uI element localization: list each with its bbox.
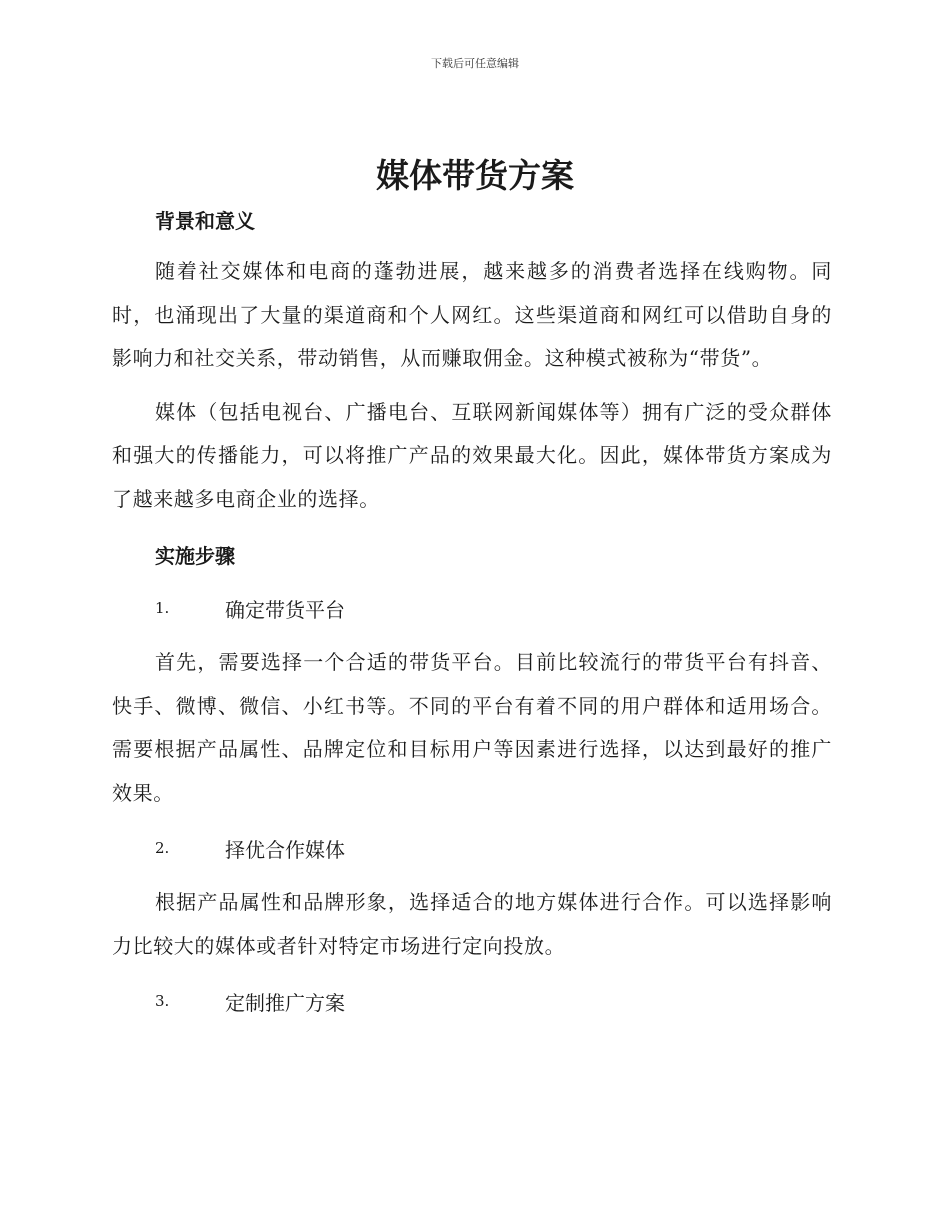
paragraph: 首先，需要选择一个合适的带货平台。目前比较流行的带货平台有抖音、快手、微博、微信、小红书等。不同的平台有着不同的用户群体和适用场合。需要根据产品属性、品牌定位和目标用户等因素进行选择，以达到最好的推广效果。 — [112, 650, 832, 805]
section-heading-background: 背景和意义 — [155, 209, 255, 233]
step-number: 2. — [155, 839, 170, 857]
step-label: 择优合作媒体 — [225, 837, 345, 862]
header-note: 下载后可任意编辑 — [431, 57, 519, 70]
paragraph: 根据产品属性和品牌形象，选择适合的地方媒体进行合作。可以选择影响力比较大的媒体或者针对特定市场进行定向投放。 — [112, 890, 832, 958]
step-item-1 — [112, 585, 832, 631]
document-body — [112, 202, 832, 1024]
paragraph: 媒体（包括电视台、广播电台、互联网新闻媒体等）拥有广泛的受众群体和强大的传播能力，可以将推广产品的效果最大化。因此，媒体带货方案成为了越来越多电商企业的选择。 — [112, 399, 832, 511]
step-number: 1. — [155, 599, 170, 617]
step-number: 3. — [155, 992, 170, 1010]
step-label: 确定带货平台 — [225, 597, 345, 622]
section-heading-steps: 实施步骤 — [155, 544, 235, 568]
paragraph: 随着社交媒体和电商的蓬勃进展，越来越多的消费者选择在线购物。同时，也涌现出了大量的渠道商和个人网红。这些渠道商和网红可以借助自身的影响力和社交关系，带动销售，从而赚取佣金。这种模式被称为“带货”。 — [112, 259, 832, 370]
step-item-3 — [112, 978, 832, 1024]
page-title: 媒体带货方案 — [376, 156, 574, 195]
step-item-2 — [112, 825, 832, 871]
step-label: 定制推广方案 — [225, 990, 345, 1015]
